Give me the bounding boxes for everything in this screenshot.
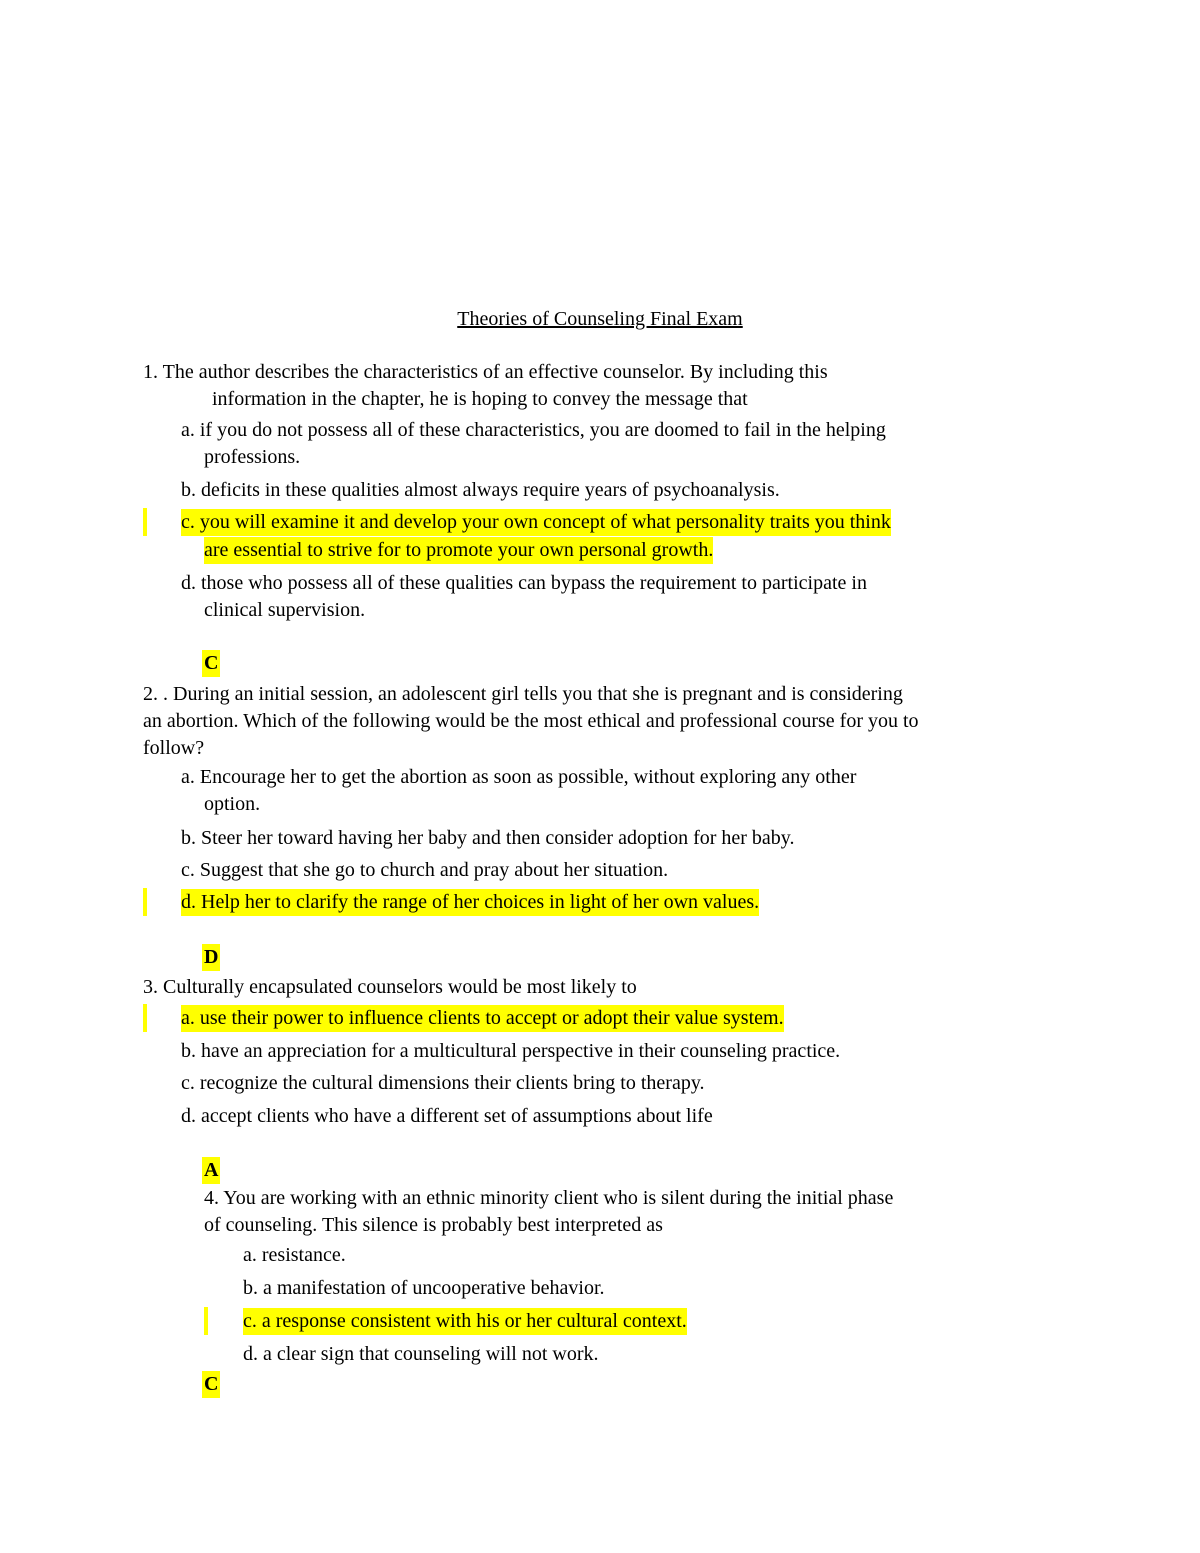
question-2-stem-line-3: follow? [143, 737, 205, 759]
question-2-option-a-cont: option. [204, 793, 261, 815]
exam-title: Theories of Counseling Final Exam [457, 308, 743, 330]
question-3-option-d: d. accept clients who have a different set of assumptions about life [181, 1105, 713, 1127]
question-2-option-d-correct: d. Help her to clarify the range of her choices in light of her own values. [181, 889, 759, 916]
question-2-stem-line-2: an abortion. Which of the following would be the most ethical and professional course for you to [143, 710, 919, 732]
question-3-option-a-correct: a. use their power to influence clients to accept or adopt their value system. [181, 1005, 784, 1032]
question-1-option-c-cont: are essential to strive for to promote your own personal growth. [204, 537, 713, 564]
question-2-option-c: c. Suggest that she go to church and pray about her situation. [181, 859, 669, 881]
question-4-option-b: b. a manifestation of uncooperative behavior. [243, 1277, 605, 1299]
question-4-stem-line-1: 4. You are working with an ethnic minority client who is silent during the initial phase [204, 1187, 894, 1209]
answer-marker [143, 508, 147, 536]
question-1-option-b: b. deficits in these qualities almost always require years of psychoanalysis. [181, 479, 780, 501]
question-1-stem-line-2: information in the chapter, he is hoping to convey the message that [212, 388, 748, 410]
question-4-option-a: a. resistance. [243, 1244, 346, 1266]
question-1-stem-line-1: 1. The author describes the characteristics of an effective counselor. By including this [143, 361, 828, 383]
question-3-stem: 3. Culturally encapsulated counselors would be most likely to [143, 976, 637, 998]
question-4-option-c-correct: c. a response consistent with his or her cultural context. [243, 1308, 687, 1335]
question-1-option-c-correct: c. you will examine it and develop your own concept of what personality traits you think [181, 509, 891, 536]
answer-marker [143, 888, 147, 916]
answer-marker [204, 1307, 208, 1335]
question-2-stem-line-1: 2. . During an initial session, an adolescent girl tells you that she is pregnant and is considering [143, 683, 903, 705]
question-1-option-a-cont: professions. [204, 446, 301, 468]
question-4-option-d: d. a clear sign that counseling will not work. [243, 1343, 599, 1365]
question-1-option-d: d. those who possess all of these qualities can bypass the requirement to participate in [181, 572, 867, 594]
question-3-option-c: c. recognize the cultural dimensions their clients bring to therapy. [181, 1072, 705, 1094]
question-4-stem-line-2: of counseling. This silence is probably best interpreted as [204, 1214, 663, 1236]
question-2-option-a: a. Encourage her to get the abortion as soon as possible, without exploring any other [181, 766, 857, 788]
question-2-answer: D [202, 944, 220, 971]
question-1-answer: C [202, 650, 220, 677]
question-1-option-d-cont: clinical supervision. [204, 599, 366, 621]
answer-marker [143, 1004, 147, 1032]
question-3-answer: A [202, 1157, 220, 1184]
question-2-option-b: b. Steer her toward having her baby and then consider adoption for her baby. [181, 827, 795, 849]
question-4-answer: C [202, 1371, 220, 1398]
question-1-option-a: a. if you do not possess all of these characteristics, you are doomed to fail in the helping [181, 419, 886, 441]
question-3-option-b: b. have an appreciation for a multicultural perspective in their counseling practice. [181, 1040, 841, 1062]
